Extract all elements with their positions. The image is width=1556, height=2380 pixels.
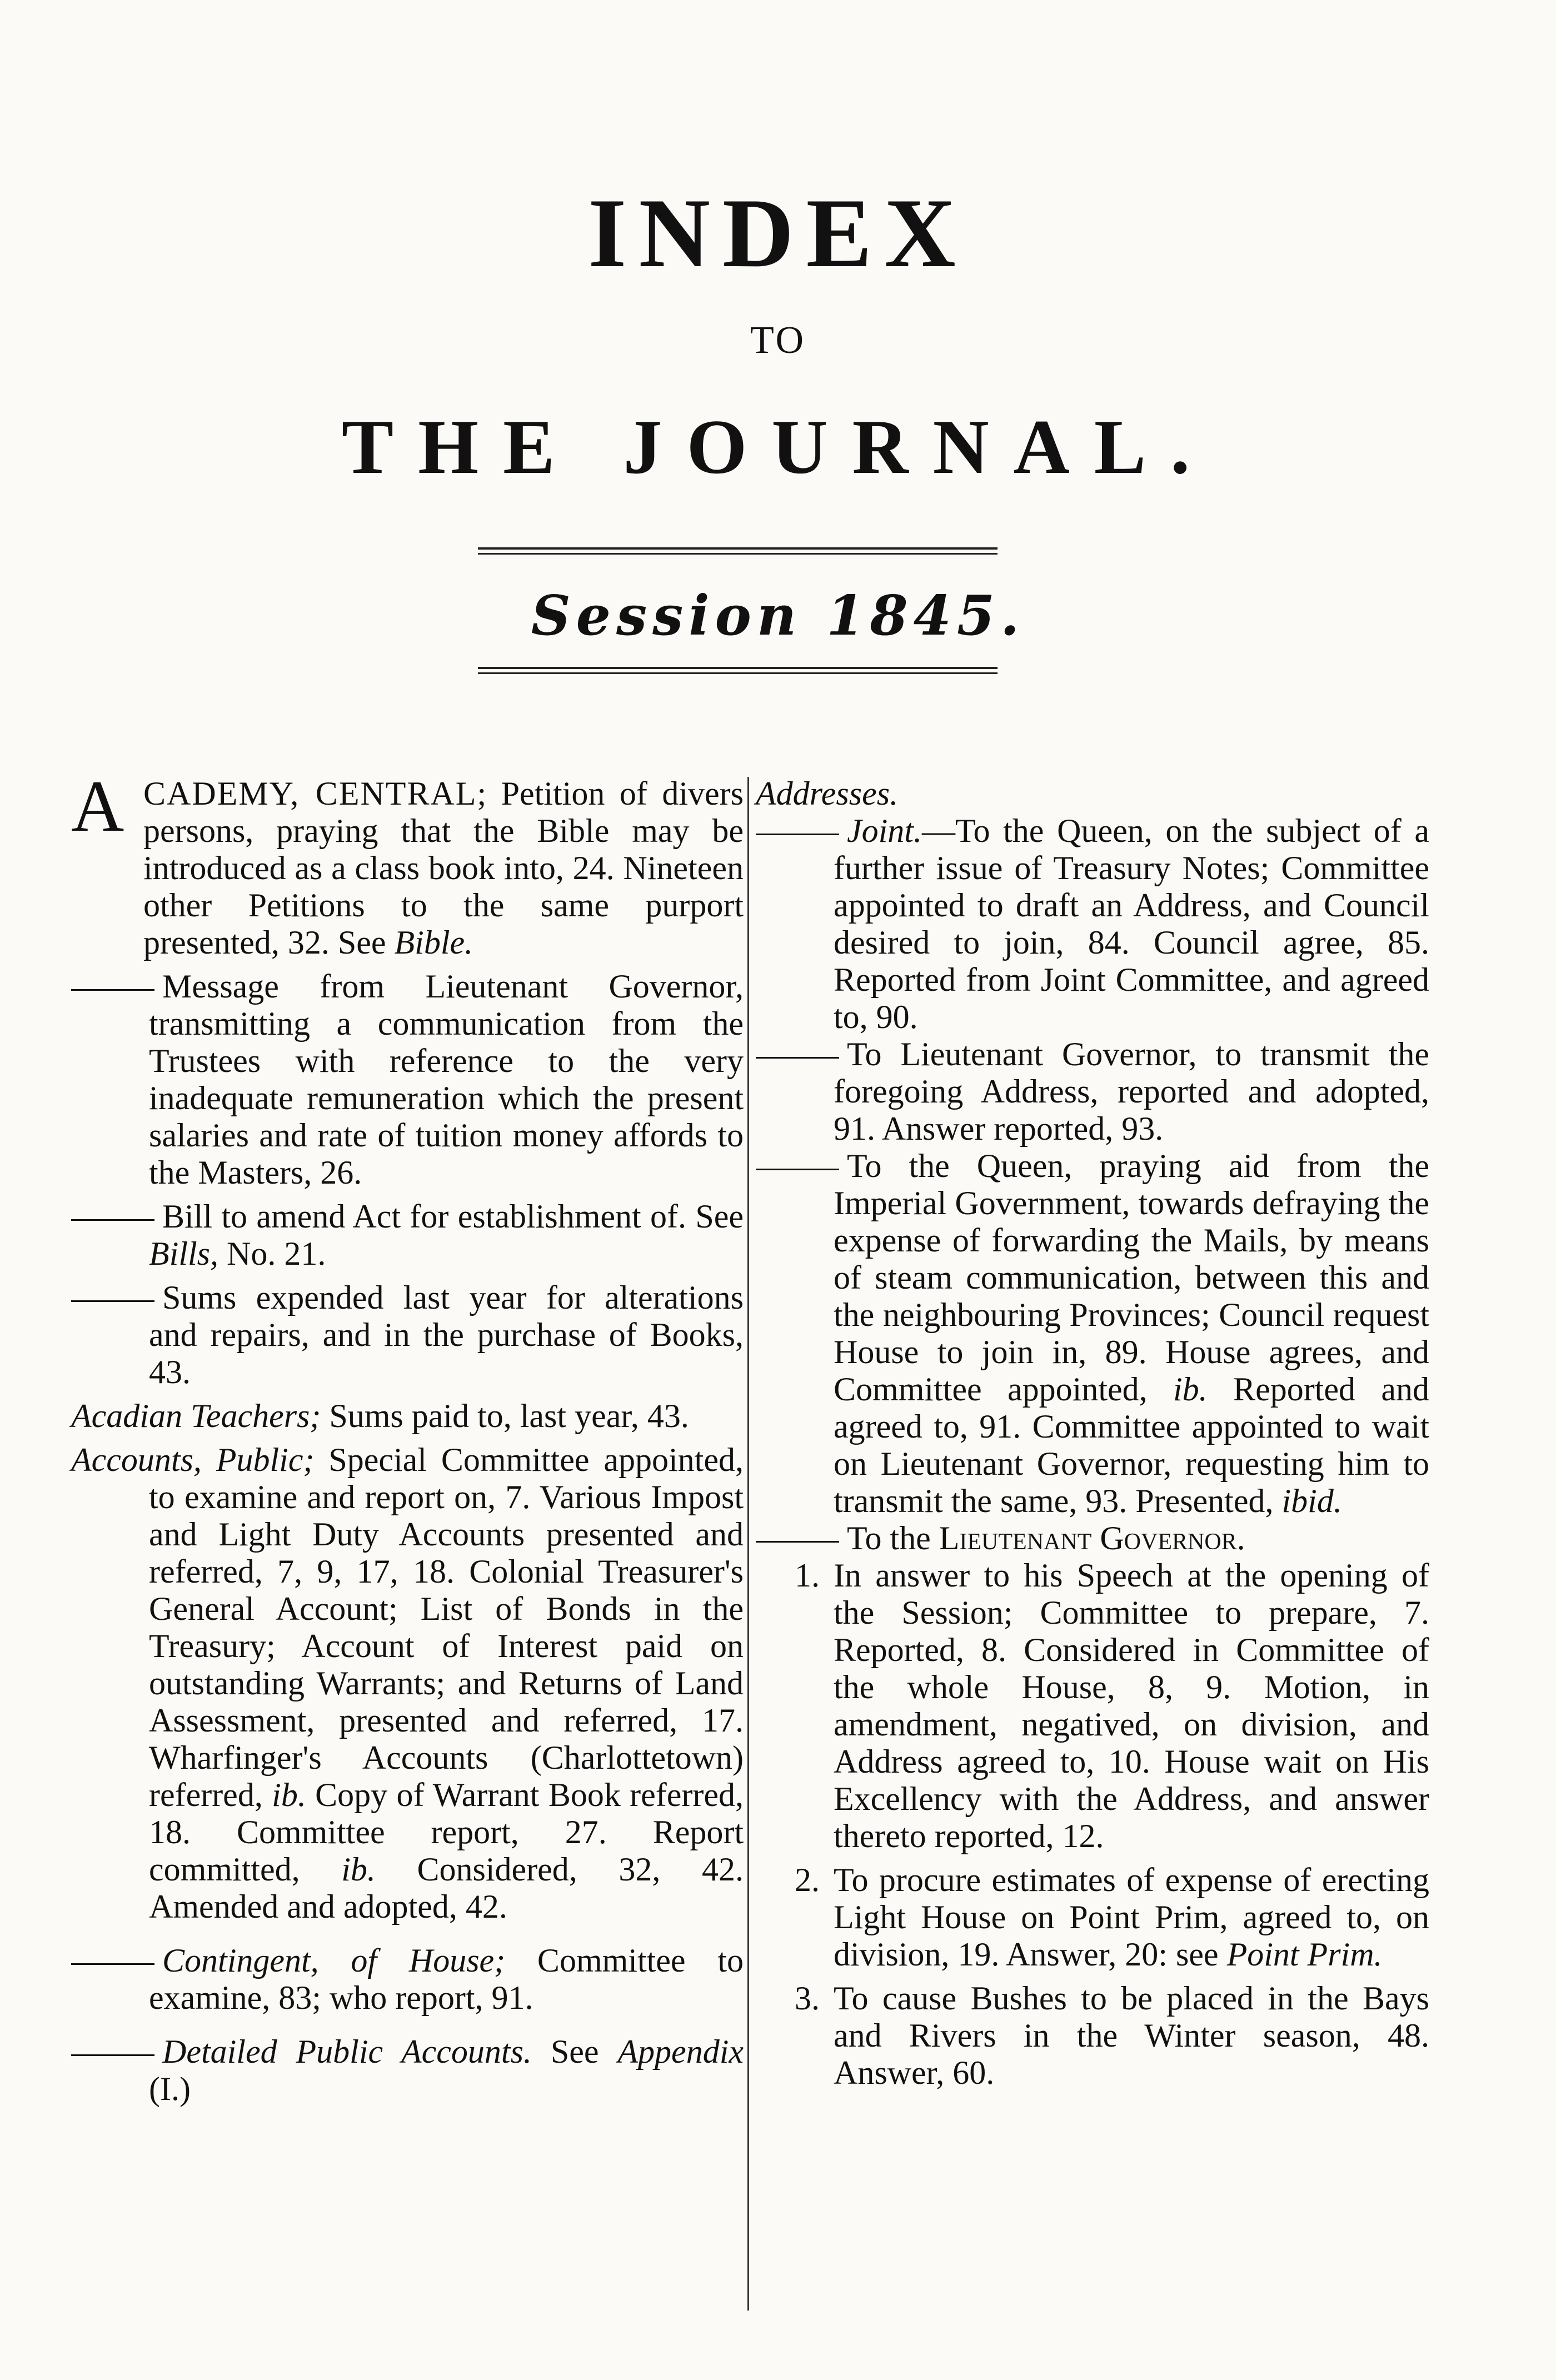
- index-subentry-to-lieutenant-governor: [756, 1036, 1429, 1147]
- entry-heading: Addresses.: [756, 775, 899, 812]
- session-heading: Session 1845.: [531, 584, 1025, 648]
- ibid-reference: ib.: [1173, 1371, 1208, 1408]
- entry-heading: CADEMY, CENTRAL: [143, 775, 477, 812]
- item-text: To procure estimates of expense of erecting Light House on Point Prim, agreed to, on division, 19. Answer, 20: see: [834, 1862, 1429, 1973]
- entry-text: See: [531, 2033, 618, 2070]
- item-number: 2.: [795, 1862, 820, 1898]
- cross-reference: Bible.: [394, 924, 473, 961]
- index-entry-acadian-teachers: [71, 1398, 744, 1435]
- item-text: In answer to his Speech at the opening of the Session; Committee to prepare, 7. Reported, 8. Considered in Committee of the whole House, 8, 9. Motion, in amendment, negatived, on division, and Address agreed to, 10. House wait on His Excellency with the Address, and answer thereto reported, 12.: [834, 1557, 1429, 1854]
- entry-text: ; Petition of divers persons, praying that the Bible may be introduced as a class book into, 24. Nineteen other Petitions to the same purport presented, 32. See: [143, 775, 744, 961]
- index-subentry-bill: [71, 1198, 744, 1273]
- title-connector: TO: [750, 319, 806, 362]
- ibid-reference: ib.: [341, 1851, 376, 1888]
- ibid-reference: ib.: [272, 1777, 306, 1813]
- ditto-dash: [756, 1057, 839, 1059]
- index-subentry-to-the-queen: [756, 1147, 1429, 1520]
- entry-text: To the Queen, praying aid from the Imperial Government, towards defraying the expense of forwarding the Mails, by means of steam communication, between this and the neighbouring Provinces; Council request House to join in, 89. House agrees, and Committee appointed,: [834, 1147, 1429, 1408]
- entry-text: To the: [847, 1520, 939, 1556]
- page-title: INDEX: [588, 178, 968, 288]
- entry-heading: Detailed Public Accounts.: [162, 2033, 532, 2070]
- ibid-reference: ibid.: [1281, 1483, 1342, 1519]
- index-subentry-detailed: [71, 2033, 744, 2108]
- ditto-dash: [71, 1300, 154, 1302]
- entry-text: —To the Queen, on the subject of a further issue of Treasury Notes; Committee appointed to draft an Address, and Council desired to join, 84. Council agree, 85. Reported from Joint Committee, and agreed to, 90.: [834, 812, 1429, 1035]
- entry-text: Sums paid to, last year, 43.: [321, 1398, 689, 1434]
- ditto-dash: [71, 1219, 154, 1221]
- header-rule-top: [478, 547, 998, 555]
- index-subentry-joint: [756, 812, 1429, 1036]
- entry-heading: Acadian Teachers;: [71, 1398, 321, 1434]
- entry-heading: Contingent, of House;: [162, 1942, 506, 1979]
- entry-text: Bill to amend Act for establishment of. See: [162, 1198, 744, 1235]
- ditto-dash: [756, 1541, 839, 1543]
- entry-text-3: Considered, 32, 42. Amended and adopted, 42.: [149, 1851, 744, 1925]
- entry-text: Special Committee appointed, to examine and report on, 7. Various Impost and Light Duty Accounts presented and referred, 7, 9, 17, 18. Colonial Treasurer's General Account; List of Bonds in the Treasury; Account of Interest paid on outstanding Warrants; and Returns of Land Assessment, presented and referred, 17. Wharfinger's Accounts (Charlottetown) referred,: [149, 1441, 744, 1813]
- numbered-item: [756, 1980, 1429, 2092]
- drop-cap: A: [71, 765, 124, 847]
- entry-text-2: Reported and agreed to, 91. Committee appointed to wait on Lieutenant Governor, requesting him to transmit the same, 93. Presented,: [834, 1371, 1429, 1519]
- entry-heading: Joint.: [847, 812, 922, 849]
- item-number: 3.: [795, 1980, 820, 2017]
- entry-heading: Lieutenant Governor.: [939, 1520, 1245, 1556]
- ditto-dash: [71, 1963, 154, 1965]
- cross-reference: Appendix: [617, 2033, 744, 2070]
- ditto-dash: [756, 834, 839, 835]
- index-subentry-message: [71, 968, 744, 1191]
- cross-reference: Bills,: [149, 1235, 219, 1272]
- header-rule-bottom: [478, 667, 998, 674]
- index-entry-accounts-public: [71, 1441, 744, 1925]
- cross-reference: Point Prim.: [1226, 1936, 1383, 1973]
- index-entry-academy: [71, 765, 744, 961]
- item-number: 1.: [795, 1557, 820, 1594]
- index-entry-addresses: [756, 775, 1429, 812]
- entry-text-2: Copy of Warrant Book referred, 18. Committee report, 27. Report committed,: [149, 1777, 744, 1888]
- index-column-right: [756, 775, 1429, 2092]
- entry-text: Message from Lieutenant Governor, transmitting a communication from the Trustees with reference to the very inadequate remuneration which the present salaries and rate of tuition money affords to the Masters, 26.: [149, 968, 744, 1191]
- item-text: To cause Bushes to be placed in the Bays and Rivers in the Winter season, 48. Answer, 60.: [834, 1980, 1429, 2091]
- entry-text-tail: (I.): [149, 2070, 191, 2107]
- index-subentry-contingent: [71, 1942, 744, 2017]
- column-divider: [747, 777, 749, 2311]
- ditto-dash: [71, 2054, 154, 2056]
- entry-text: To Lieutenant Governor, to transmit the foregoing Address, reported and adopted, 91. Answer reported, 93.: [834, 1036, 1429, 1147]
- numbered-item: [756, 1557, 1429, 1855]
- entry-text: Committee to examine, 83; who report, 91.: [149, 1942, 744, 2016]
- index-subentry-to-the-lieutenant-governor: [756, 1520, 1429, 1557]
- ditto-dash: [756, 1169, 839, 1170]
- entry-text: Sums expended last year for alterations and repairs, and in the purchase of Books, 43.: [149, 1279, 744, 1390]
- entry-heading: Accounts, Public;: [71, 1441, 315, 1478]
- journal-title: THE JOURNAL.: [341, 404, 1215, 490]
- index-subentry-sums: [71, 1279, 744, 1391]
- index-column-left: [71, 765, 744, 2108]
- ditto-dash: [71, 989, 154, 991]
- numbered-item: [756, 1862, 1429, 1973]
- entry-text-tail: No. 21.: [218, 1235, 326, 1272]
